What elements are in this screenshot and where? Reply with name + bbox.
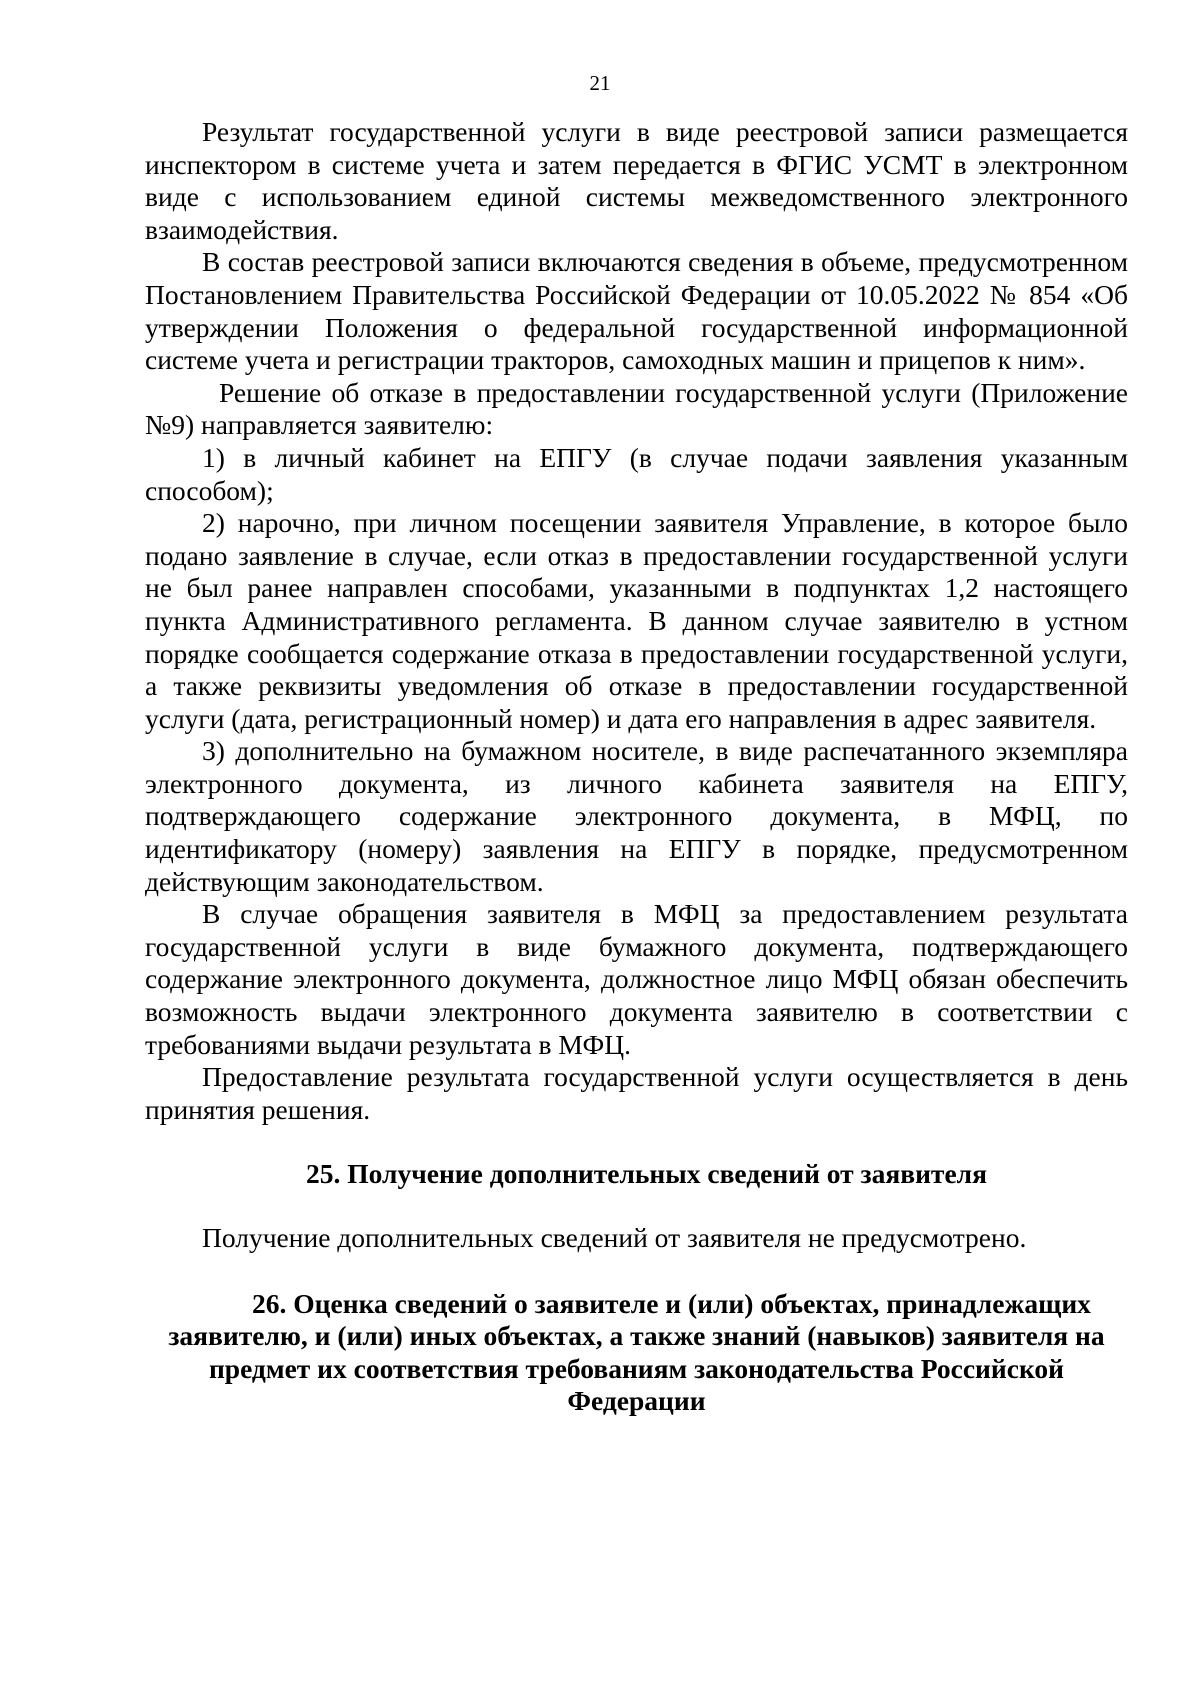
- section-26-heading: [145, 1288, 1128, 1418]
- paragraph-result-registry: Результат государственной услуги в виде реестровой записи размещается инспектором в системе учета и затем передается в ФГИС УСМТ в электронном виде с использованием единой системы межведомственного электронного взаимодействия.: [145, 116, 1128, 245]
- document-body: [145, 116, 1128, 1418]
- list-item-1: 1) в личный кабинет на ЕПГУ (в случае подачи заявления указанным способом);: [145, 441, 1128, 506]
- list-item-3: 3) дополнительно на бумажном носителе, в виде распечатанного экземпляра электронного документа, из личного кабинета заявителя на ЕПГУ, подтверждающего содержание электронного документа, в МФЦ, по идентификатору (номеру) заявления на ЕПГУ в порядке, предусмотренном действующим законодательством.: [145, 735, 1128, 897]
- section-26-heading-rest: заявителю, и (или) иных объектах, а также знаний (навыков) заявителя на предмет их соответствия требованиям законодательства Российской Федерации: [168, 1320, 1105, 1417]
- section-25-text: Получение дополнительных сведений от заявителя не предусмотрено.: [202, 1222, 1027, 1253]
- section-26-heading-line-1: 26. Оценка сведений о заявителе и (или) объектах, принадлежащих: [252, 1287, 1091, 1319]
- page-number: 21: [589, 71, 611, 95]
- section-25-heading: 25. Получение дополнительных сведений от заявителя: [306, 1158, 987, 1190]
- paragraph-mfc-request: В случае обращения заявителя в МФЦ за предоставлением результата государственной услуги в виде бумажного документа, подтверждающего содержание электронного документа, должностное лицо МФЦ обязан обеспечить возможность выдачи электронного документа заявителю в соответствии с требованиями выдачи результата в МФЦ.: [145, 898, 1128, 1060]
- paragraph-result-day: Предоставление результата государственной услуги осуществляется в день принятия решения.: [145, 1061, 1128, 1125]
- list-item-2: 2) нарочно, при личном посещении заявителя Управление, в которое было подано заявление в случае, если отказ в предоставлении государственной услуги не был ранее направлен способами, указанными в подпунктах 1,2 настоящего пункта Административного регламента. В данном случае заявителю в устном порядке сообщается содержание отказа в предоставлении государственной услуги, а также реквизиты уведомления об отказе в предоставлении государственной услуги (дата, регистрационный номер) и дата его направления в адрес заявителя.: [145, 507, 1128, 734]
- paragraph-refusal-decision: Решение об отказе в предоставлении государственной услуги (Приложение №9) направляется заявителю:: [145, 376, 1128, 441]
- paragraph-registry-contents: В состав реестровой записи включаются сведения в объеме, предусмотренном Постановлением Правительства Российской Федерации от 10.05.2022 № 854 «Об утверждении Положения о федеральной государственной информационной системе учета и регистрации тракторов, самоходных машин и прицепов к ним».: [145, 246, 1128, 376]
